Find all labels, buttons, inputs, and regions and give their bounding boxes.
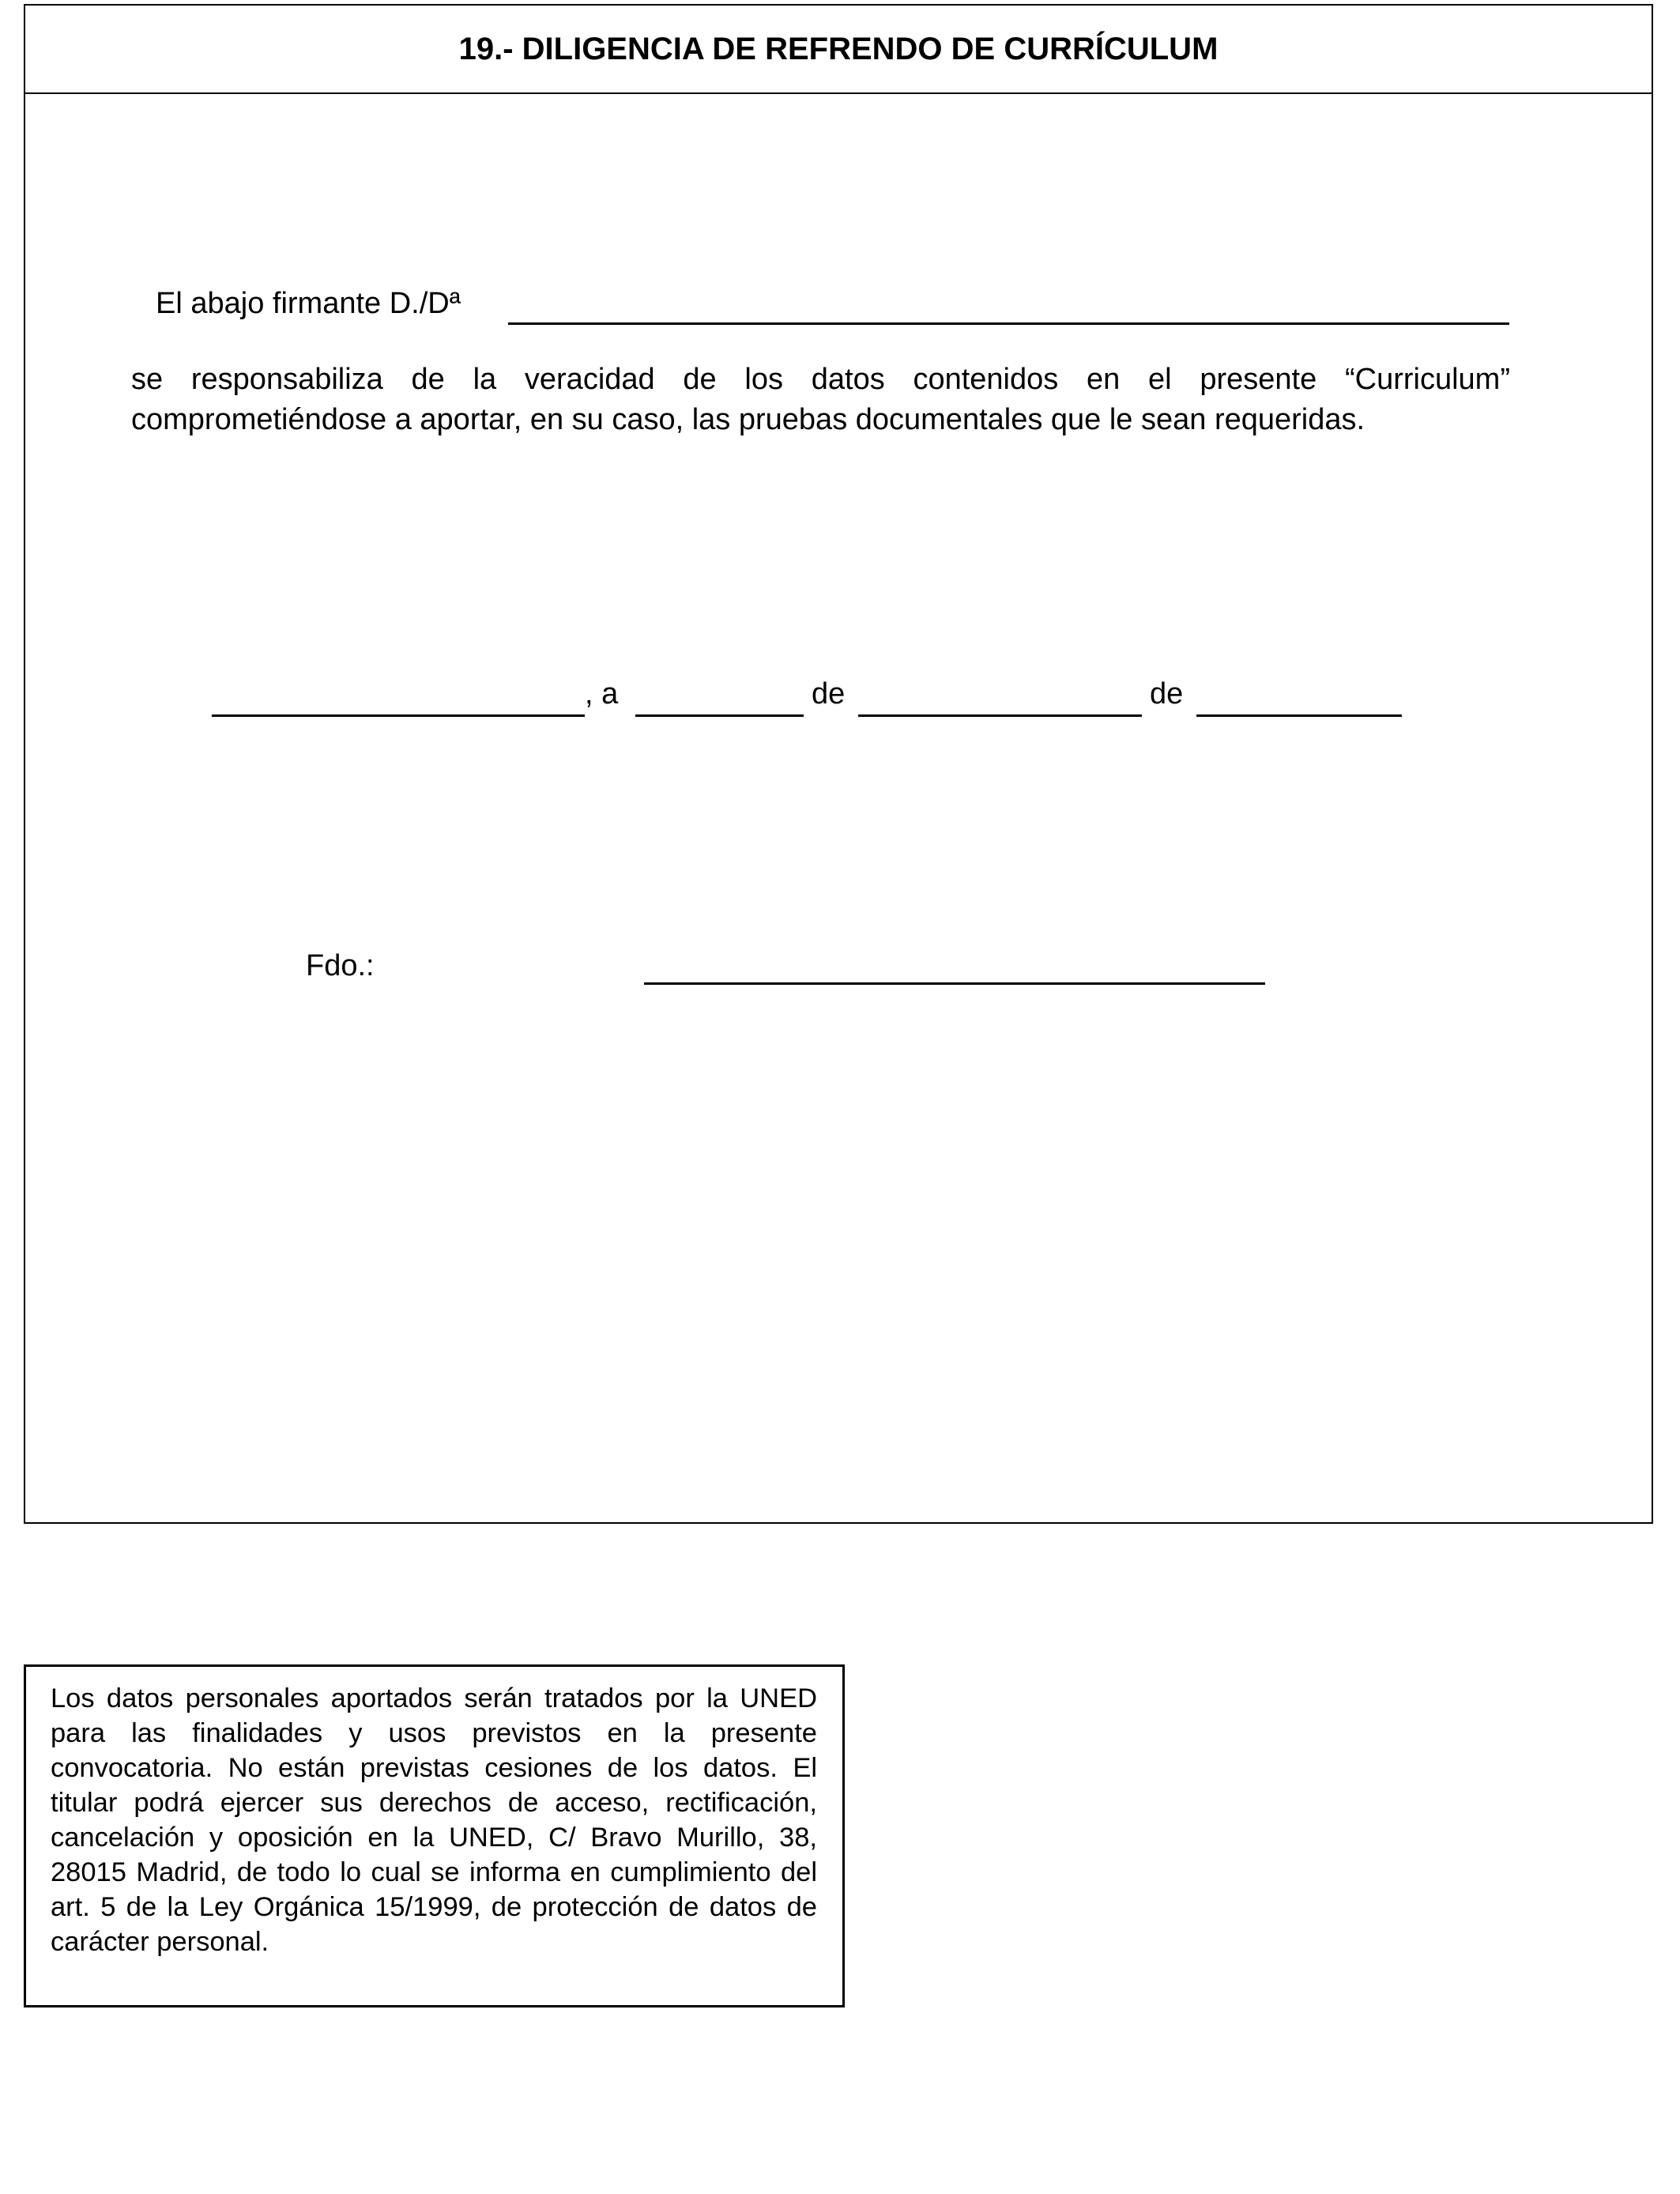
signature-label: Fdo.: bbox=[306, 949, 375, 982]
month-field[interactable] bbox=[858, 714, 1142, 717]
date-separator-a: , a bbox=[585, 677, 619, 711]
signer-label: El abajo firmante D./Dª bbox=[156, 287, 461, 320]
form-title: 19.- DILIGENCIA DE REFRENDO DE CURRÍCULUM bbox=[25, 6, 1652, 94]
year-field[interactable] bbox=[1196, 714, 1402, 717]
privacy-notice-text: Los datos personales aportados serán tratados por la UNED para las finalidades y usos previstos en la presente convocatoria. No están previstas cesiones de los datos. El titular podrá ejercer sus derechos de acceso, rectificación, cancelación y oposición en la UNED, C/ Bravo Murillo, 38, 28015 Madrid, de todo lo cual se informa en cumplimiento del art. 5 de la Ley Orgánica 15/1999, de protección de datos de carácter personal. bbox=[51, 1683, 817, 1957]
date-separator-de-1: de bbox=[812, 677, 846, 711]
signature-field[interactable] bbox=[644, 982, 1265, 985]
signer-name-field[interactable] bbox=[508, 322, 1509, 325]
place-field[interactable] bbox=[212, 714, 585, 717]
day-field[interactable] bbox=[635, 714, 804, 717]
responsibility-statement: se responsabiliza de la veracidad de los datos contenidos en el presente “Curriculum” comprometiéndose a aportar, en su caso, las pruebas documentales que le sean requeridas. bbox=[131, 363, 1510, 436]
endorsement-form-box bbox=[24, 4, 1653, 1524]
date-separator-de-2: de bbox=[1150, 677, 1184, 711]
privacy-notice-box bbox=[24, 1664, 845, 2007]
